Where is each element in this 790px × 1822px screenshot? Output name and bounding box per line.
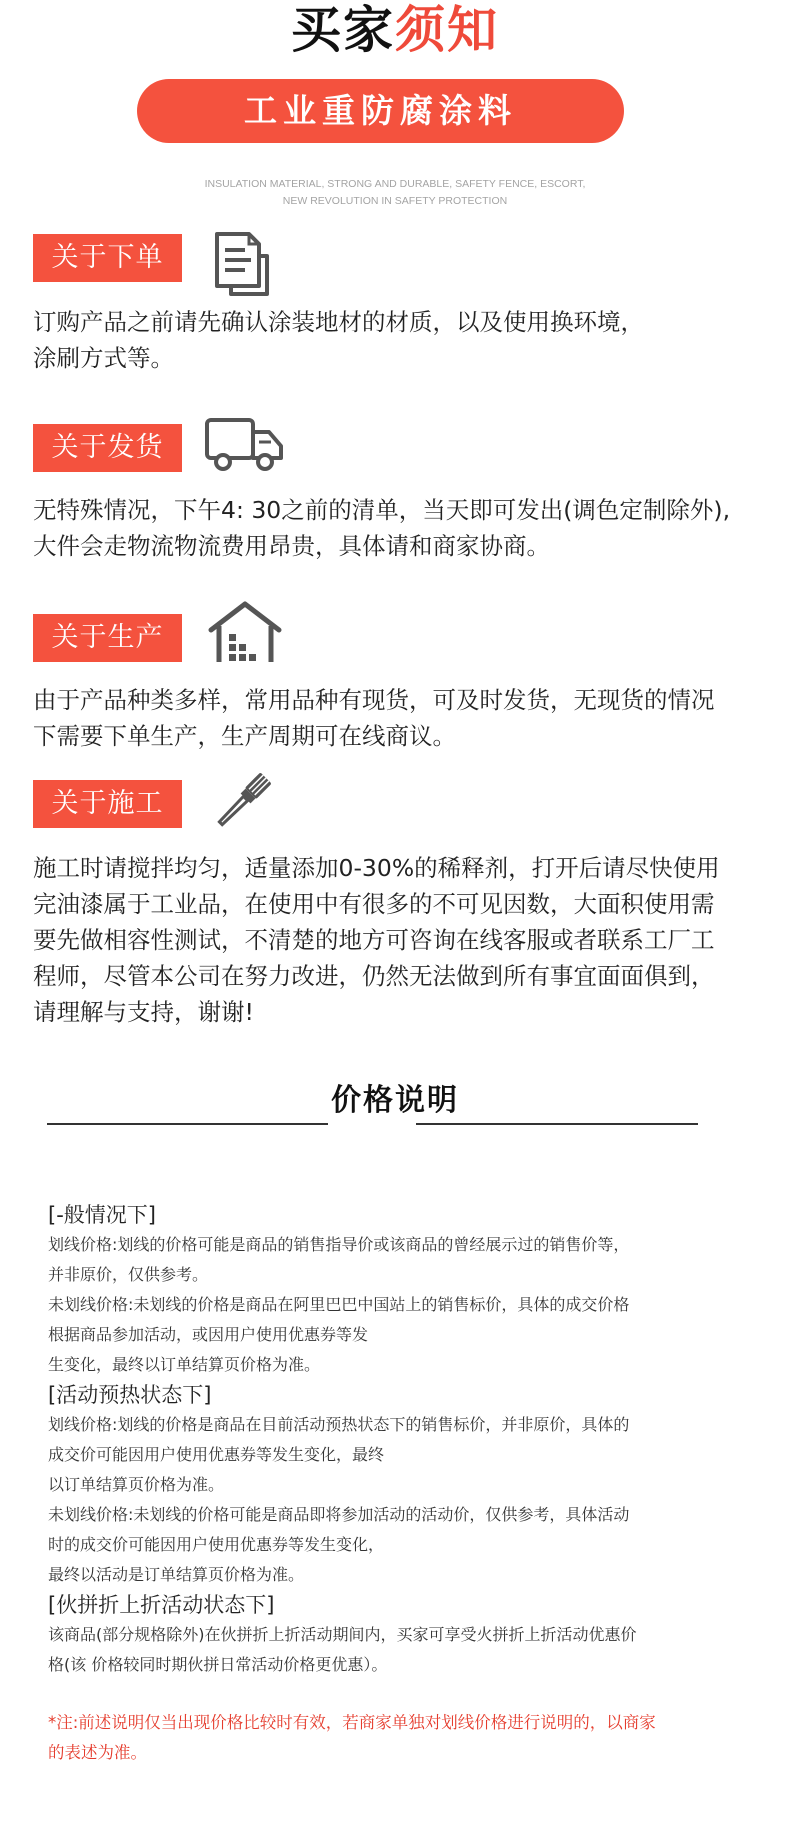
truck-icon bbox=[203, 410, 289, 480]
factory-house-icon bbox=[205, 598, 285, 668]
price-note-heading: [-般情况下] bbox=[48, 1203, 156, 1227]
section-tag-shipping: 关于发货 bbox=[33, 424, 182, 472]
footnote-line: 的表述为准。 bbox=[48, 1743, 147, 1762]
paragraph-line: 要先做相容性测试，不清楚的地方可咨询在线客服或者联系工厂工 bbox=[33, 926, 715, 954]
price-note-line: 未划线价格:未划线的价格是商品在阿里巴巴中国站上的销售标价，具体的成交价格 bbox=[48, 1295, 630, 1314]
product-banner: 工业重防腐涂料 bbox=[137, 79, 624, 143]
page-title-red: 须知 bbox=[395, 1, 499, 59]
paragraph-line: 由于产品种类多样，常用品种有现货，可及时发货，无现货的情况 bbox=[33, 686, 715, 714]
paragraph-line: 完油漆属于工业品，在使用中有很多的不可见因数，大面积使用需 bbox=[33, 890, 715, 918]
price-note-line: 划线价格:划线的价格是商品在目前活动预热状态下的销售标价，并非原价，具体的 bbox=[48, 1415, 630, 1434]
paragraph-line: 大件会走物流物流费用昂贵，具体请和商家协商。 bbox=[33, 532, 550, 560]
paragraph-line: 施工时请搅拌均匀，适量添加0-30%的稀释剂，打开后请尽快使用 bbox=[33, 854, 720, 882]
footnote-line: *注:前述说明仅当出现价格比较时有效，若商家单独对划线价格进行说明的，以商家 bbox=[48, 1713, 656, 1732]
paragraph-line: 无特殊情况，下午4: 30之前的清单，当天即可发出(调色定制除外), bbox=[33, 496, 731, 524]
paragraph-line: 下需要下单生产，生产周期可在线商议。 bbox=[33, 722, 456, 750]
paragraph-line: 涂刷方式等。 bbox=[33, 344, 174, 372]
price-note-line: 生变化，最终以订单结算页价格为准。 bbox=[48, 1355, 321, 1374]
price-note-line: 根据商品参加活动，或因用户使用优惠券等发 bbox=[48, 1325, 369, 1344]
paint-brush-icon bbox=[210, 770, 274, 840]
price-heading: 价格说明 bbox=[331, 1083, 459, 1118]
price-note-line: 最终以活动是订单结算页价格为准。 bbox=[48, 1565, 305, 1584]
paragraph-line: 订购产品之前请先确认涂装地材的材质，以及使用换环境， bbox=[33, 308, 644, 336]
paragraph-line: 程师，尽管本公司在努力改进，仍然无法做到所有事宜面面俱到， bbox=[33, 962, 715, 990]
tagline-line: NEW REVOLUTION IN SAFETY PROTECTION bbox=[282, 195, 508, 207]
tagline bbox=[0, 176, 790, 210]
price-notes bbox=[48, 1200, 748, 1680]
price-note-line: 划线价格:划线的价格可能是商品的销售指导价或该商品的曾经展示过的销售价等， bbox=[48, 1235, 630, 1254]
heading-rule-right bbox=[416, 1123, 698, 1125]
price-note-line: 成交价可能因用户使用优惠券等发生变化，最终 bbox=[48, 1445, 385, 1464]
document-icon bbox=[205, 228, 285, 298]
page-title bbox=[0, 0, 790, 60]
price-note-line: 时的成交价可能因用户使用优惠券等发生变化， bbox=[48, 1535, 385, 1554]
section-tag-production: 关于生产 bbox=[33, 614, 182, 662]
price-note-line: 该商品(部分规格除外)在伙拼折上折活动期间内，买家可享受火拼折上折活动优惠价 bbox=[48, 1625, 637, 1644]
section-tag-ordering: 关于下单 bbox=[33, 234, 182, 282]
section-tag-construction: 关于施工 bbox=[33, 780, 182, 828]
price-note-line: 并非原价，仅供参考。 bbox=[48, 1265, 209, 1284]
shipping-text bbox=[33, 492, 753, 564]
page-title-black: 买家 bbox=[291, 1, 395, 59]
price-note-heading: [伙拼折上折活动状态下] bbox=[48, 1593, 275, 1617]
paragraph-line: 请理解与支持，谢谢! bbox=[33, 998, 254, 1026]
ordering-text bbox=[33, 304, 753, 376]
price-note-line: 以订单结算页价格为准。 bbox=[48, 1475, 225, 1494]
price-note-line: 格(该 价格较同时期伙拼日常活动价格更优惠）。 bbox=[48, 1655, 388, 1674]
price-note-line: 未划线价格:未划线的价格可能是商品即将参加活动的活动价，仅供参考，具体活动 bbox=[48, 1505, 630, 1524]
heading-rule-left bbox=[47, 1123, 328, 1125]
price-note-heading: [活动预热状态下] bbox=[48, 1383, 212, 1407]
price-footnote bbox=[48, 1708, 748, 1768]
production-text bbox=[33, 682, 753, 754]
construction-text bbox=[33, 850, 753, 1030]
tagline-line: INSULATION MATERIAL, STRONG AND DURABLE, SAFETY FENCE, ESCORT, bbox=[204, 178, 586, 190]
